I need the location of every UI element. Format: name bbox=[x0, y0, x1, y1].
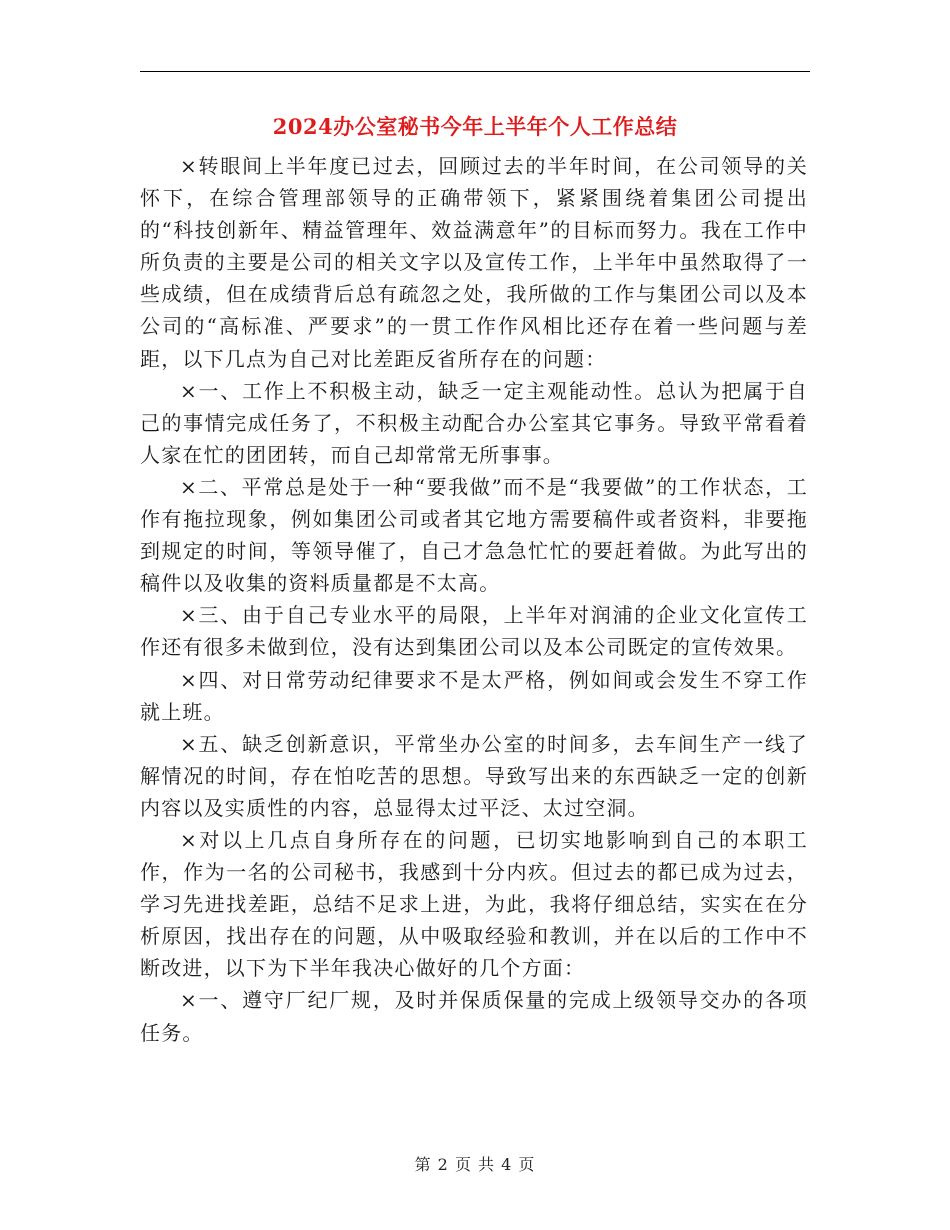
paragraph: ×三、由于自己专业水平的局限，上半年对润浦的企业文化宣传工作还有很多未做到位，没有达到集团公司以及本公司既定的宣传效果。 bbox=[140, 603, 808, 660]
document-body bbox=[140, 150, 808, 1049]
page-number: 第 2 页 共 4 页 bbox=[414, 1155, 536, 1174]
document-title: 2024办公室秘书今年上半年个人工作总结 bbox=[272, 114, 678, 139]
header-rule bbox=[140, 71, 810, 72]
paragraph: ×转眼间上半年度已过去，回顾过去的半年时间，在公司领导的关怀下，在综合管理部领导的正确带领下，紧紧围绕着集团公司提出的“科技创新年、精益管理年、效益满意年”的目标而努力。我在工作中所负责的主要是公司的相关文字以及宣传工作，上半年中虽然取得了一些成绩，但在成绩背后总有疏忽之处，我所做的工作与集团公司以及本公司的“高标准、严要求”的一贯工作作风相比还存在着一些问题与差距，以下几点为自己对比差距反省所存在的问题： bbox=[140, 154, 808, 371]
paragraph: ×对以上几点自身所存在的问题，已切实地影响到自己的本职工作，作为一名的公司秘书，我感到十分内疚。但过去的都已成为过去，学习先进找差距，总结不足求上进，为此，我将仔细总结，实实在在分析原因，找出存在的问题，从中吸取经验和教训，并在以后的工作中不断改进，以下为下半年我决心做好的几个方面： bbox=[140, 827, 808, 981]
paragraph: ×一、遵守厂纪厂规，及时并保质保量的完成上级领导交办的各项任务。 bbox=[140, 988, 808, 1045]
paragraph: ×二、平常总是处于一种“要我做”而不是“我要做”的工作状态，工作有拖拉现象，例如集团公司或者其它地方需要稿件或者资料，非要拖到规定的时间，等领导催了，自己才急急忙忙的要赶着做。为此写出的稿件以及收集的资料质量都是不太高。 bbox=[140, 474, 808, 596]
paragraph: ×五、缺乏创新意识，平常坐办公室的时间多，去车间生产一线了解情况的时间，存在怕吃苦的思想。导致写出来的东西缺乏一定的创新内容以及实质性的内容，总显得太过平泛、太过空洞。 bbox=[140, 731, 808, 820]
paragraph: ×一、工作上不积极主动，缺乏一定主观能动性。总认为把属于自己的事情完成任务了，不积极主动配合办公室其它事务。导致平常看着人家在忙的团团转，而自己却常常无所事事。 bbox=[140, 378, 808, 467]
paragraph: ×四、对日常劳动纪律要求不是太严格，例如间或会发生不穿工作就上班。 bbox=[140, 667, 808, 724]
